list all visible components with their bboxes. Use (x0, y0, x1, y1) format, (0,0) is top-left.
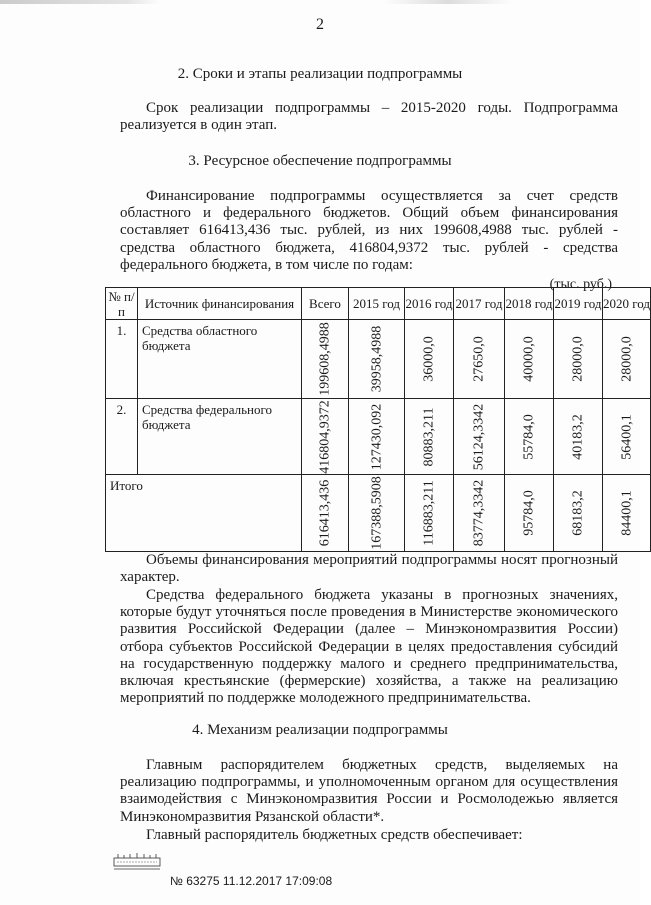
year-cell (603, 399, 651, 475)
section4-paragraph-2: Главный распорядитель бюджетных средств обеспечивает: (146, 827, 523, 843)
cell-value: 84400,1 (619, 490, 634, 536)
year-cell (349, 475, 405, 552)
year-cell (349, 320, 405, 399)
cell-value: 39958,4988 (369, 325, 384, 393)
cell-value: 55784,0 (521, 413, 537, 460)
header-year: 2020 год (603, 288, 651, 320)
header-year: 2017 год (454, 288, 505, 320)
cell-value: 40000,0 (521, 336, 537, 382)
total-cell (302, 320, 349, 399)
cell-value: 68183,2 (570, 490, 586, 536)
cell-value: 40183,2 (570, 413, 586, 460)
cell-value: 95784,0 (521, 490, 537, 536)
cell-value: 27650,0 (471, 336, 487, 382)
table-row-total (106, 475, 651, 552)
year-cell (505, 399, 554, 475)
forecast-note: Объемы финансирования мероприятий подпрограммы носят прогнозный характер. (120, 552, 618, 586)
registration-stamp: № 63275 11.12.2017 17:09:08 (170, 874, 333, 888)
cell-value: 56400,1 (619, 413, 634, 460)
section2-paragraph: Срок реализации подпрограммы – 2015-2020 годы. Подпрограмма реализуется в один этап. (120, 100, 618, 134)
units-label: (тыс. руб.) (549, 277, 612, 292)
header-year: 2015 год (349, 288, 405, 320)
year-cell (554, 320, 603, 399)
header-no: № п/п (106, 288, 138, 320)
page-number: 2 (316, 16, 324, 33)
row-source: Средства областного бюджета (138, 320, 302, 399)
row-source: Средства федерального бюджета (138, 399, 302, 475)
section3-paragraph: Финансирование подпрограммы осуществляется за счет средств областного и федерального бюджетов. Общий объем финансирования составляет 616413,436 тыс. рублей, из них 199608,4988 тыс. рублей - средства областного бюджета, 416804,9372 тыс. рублей - средства федерального бюджета, в том числе по годам: (120, 188, 618, 273)
government-stamp-icon (112, 852, 162, 872)
year-cell (405, 399, 454, 475)
row-source: Итого (106, 475, 302, 552)
year-cell (349, 399, 405, 475)
cell-value: 83774,3342 (471, 479, 487, 547)
scan-edge (0, 0, 640, 4)
year-cell (454, 475, 505, 552)
year-cell (454, 399, 505, 475)
year-cell (505, 475, 554, 552)
cell-value: 56124,3342 (471, 403, 487, 470)
section2-heading: 2. Сроки и этапы реализации подпрограммы (177, 66, 463, 82)
row-number: 1. (106, 320, 138, 399)
section4-paragraph: Главным распорядителем бюджетных средств, выделяемых на реализацию подпрограммы, и уполномоченным органом для осуществления взаимодействия с Минэкономразвития России и Росмолодежью является Минэкономразвития Рязанской области*. (120, 757, 618, 825)
year-cell (405, 320, 454, 399)
cell-value: 199608,4988 (317, 322, 333, 396)
header-total: Всего (302, 288, 349, 320)
row-number: 2. (106, 399, 138, 475)
federal-budget-paragraph: Средства федерального бюджета указаны в прогнозных значениях, которые будут уточняться после проведения в Министерстве экономического развития Российской Федерации (далее – Минэкономразвития России) отбора субъектов Российской Федерации в целях предоставления субсидий на государственную поддержку малого и среднего предпринимательства, включая крестьянские (фермерские) хозяйства, а также на реализацию мероприятий по поддержке молодежного предпринимательства. (120, 587, 618, 707)
year-cell (405, 475, 454, 552)
table-row (106, 399, 651, 475)
total-cell (302, 399, 349, 475)
year-cell (603, 475, 651, 552)
table-header-row (106, 288, 651, 320)
header-year: 2016 год (405, 288, 454, 320)
financing-table (105, 287, 651, 552)
year-cell (554, 399, 603, 475)
header-year: 2018 год (505, 288, 554, 320)
cell-value: 127430,092 (369, 403, 384, 470)
year-cell (454, 320, 505, 399)
header-source: Источник финансирования (138, 288, 302, 320)
table-row (106, 320, 651, 399)
cell-value: 167388,5908 (369, 476, 384, 550)
cell-value: 416804,9372 (317, 399, 333, 474)
total-cell (302, 475, 349, 552)
year-cell (554, 475, 603, 552)
cell-value: 28000,0 (570, 336, 586, 382)
cell-value: 28000,0 (619, 336, 634, 382)
cell-value: 616413,436 (317, 479, 333, 547)
cell-value: 36000,0 (421, 336, 437, 382)
year-cell (603, 320, 651, 399)
section4-heading: 4. Механизм реализации подпрограммы (192, 722, 448, 738)
cell-value: 116883,211 (421, 480, 437, 546)
cell-value: 80883,211 (421, 407, 437, 466)
header-year: 2019 год (554, 288, 603, 320)
year-cell (505, 320, 554, 399)
section3-heading: 3. Ресурсное обеспечение подпрограммы (188, 153, 452, 169)
